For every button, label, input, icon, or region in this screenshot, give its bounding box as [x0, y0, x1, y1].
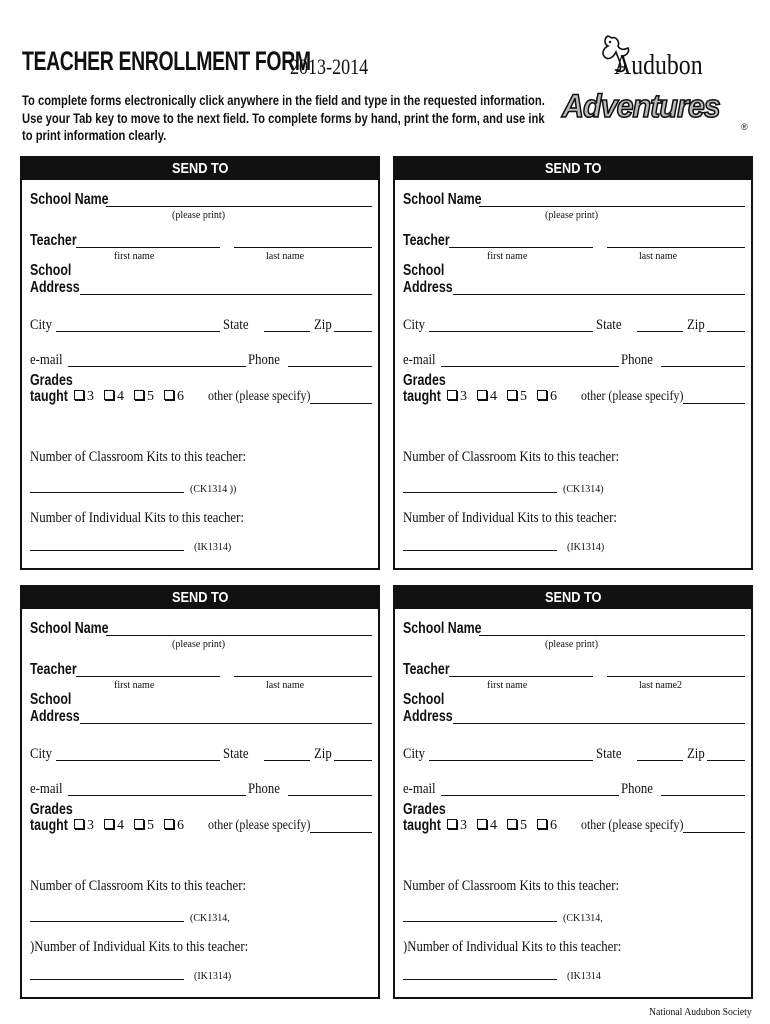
individual-kits-field[interactable]	[30, 979, 184, 980]
state-field[interactable]	[264, 331, 310, 332]
logo-subtitle: Adventures	[562, 88, 720, 124]
grade-3-checkbox[interactable]: 3	[447, 818, 467, 834]
city-field[interactable]	[429, 331, 593, 332]
last-name-hint: last name	[266, 251, 305, 262]
address-label: Address	[30, 708, 80, 725]
logo-name: Audubon	[614, 50, 703, 81]
individual-kit-code: (IK1314	[567, 971, 601, 982]
teacher-last-name-field[interactable]	[607, 676, 745, 677]
checkbox-icon	[104, 390, 114, 400]
enrollment-panel-3	[20, 585, 380, 999]
grades-label: Grades	[30, 801, 73, 818]
taught-label: taught	[30, 388, 68, 405]
individual-kits-field[interactable]	[30, 550, 184, 551]
individual-kit-code: (IK1314)	[194, 971, 232, 982]
classroom-kit-code: (CK1314,	[563, 913, 603, 924]
last-name-hint: last name	[639, 251, 678, 262]
footer-credit: National Audubon Society	[649, 1006, 752, 1018]
zip-label: Zip	[314, 317, 332, 333]
school-name-label: School Name	[30, 620, 109, 637]
first-name-hint: first name	[114, 251, 155, 262]
city-field[interactable]	[429, 760, 593, 761]
send-to-header: SEND TO	[395, 158, 751, 180]
teacher-last-name-field[interactable]	[607, 247, 745, 248]
zip-field[interactable]	[334, 760, 372, 761]
other-grade-field[interactable]	[683, 832, 745, 833]
first-name-hint: first name	[487, 680, 528, 691]
address-label: Address	[403, 708, 453, 725]
email-label: e-mail	[403, 352, 436, 368]
send-to-header: SEND TO	[22, 158, 378, 180]
other-grade-field[interactable]	[310, 403, 372, 404]
individual-kits-field[interactable]	[403, 979, 557, 980]
checkbox-icon	[164, 390, 174, 400]
grade-5-checkbox[interactable]: 5	[507, 818, 527, 834]
state-label: State	[596, 317, 622, 333]
checkbox-icon	[477, 819, 487, 829]
zip-label: Zip	[687, 746, 705, 762]
checkbox-icon	[164, 819, 174, 829]
grade-6-checkbox[interactable]: 6	[537, 818, 557, 834]
last-name-hint: last name2	[639, 680, 683, 691]
school-name-field[interactable]	[479, 206, 745, 207]
classroom-kits-label: Number of Classroom Kits to this teacher:	[403, 449, 620, 465]
email-label: e-mail	[403, 781, 436, 797]
state-label: State	[596, 746, 622, 762]
teacher-label: Teacher	[30, 232, 77, 249]
individual-kits-label: Number of Individual Kits to this teacher:	[403, 510, 617, 526]
email-label: e-mail	[30, 781, 63, 797]
checkbox-icon	[134, 819, 144, 829]
individual-kit-code: (IK1314)	[194, 542, 232, 553]
grade-4-checkbox[interactable]: 4	[104, 818, 124, 834]
phone-field[interactable]	[288, 795, 372, 796]
grade-3-checkbox[interactable]: 3	[447, 389, 467, 405]
city-label: City	[403, 317, 425, 333]
phone-field[interactable]	[661, 366, 745, 367]
grade-6-checkbox[interactable]: 6	[537, 389, 557, 405]
classroom-kits-field[interactable]	[30, 921, 184, 922]
other-grade-field[interactable]	[683, 403, 745, 404]
school-address-field[interactable]	[80, 723, 372, 724]
other-grade-label: other (please specify)	[208, 389, 311, 404]
please-print-hint: (please print)	[172, 639, 226, 650]
city-field[interactable]	[56, 331, 220, 332]
city-field[interactable]	[56, 760, 220, 761]
please-print-hint: (please print)	[172, 210, 226, 221]
teacher-label: Teacher	[403, 661, 450, 678]
grade-4-checkbox[interactable]: 4	[477, 818, 497, 834]
other-grade-label: other (please specify)	[581, 389, 684, 404]
last-name-hint: last name	[266, 680, 305, 691]
individual-kits-label: )Number of Individual Kits to this teacher:	[30, 939, 249, 955]
checkbox-icon	[507, 819, 517, 829]
enrollment-panel-2	[393, 156, 753, 570]
classroom-kit-code: (CK1314)	[563, 484, 604, 495]
state-field[interactable]	[264, 760, 310, 761]
grades-label: Grades	[403, 372, 446, 389]
individual-kits-label: Number of Individual Kits to this teacher:	[30, 510, 244, 526]
email-field[interactable]	[441, 795, 619, 796]
checkbox-icon	[477, 390, 487, 400]
school-label: School	[403, 262, 445, 279]
grade-4-checkbox[interactable]: 4	[104, 389, 124, 405]
state-label: State	[223, 317, 249, 333]
enrollment-panel-1	[20, 156, 380, 570]
teacher-label: Teacher	[403, 232, 450, 249]
zip-field[interactable]	[707, 760, 745, 761]
email-field[interactable]	[68, 795, 246, 796]
school-label: School	[30, 262, 72, 279]
form-title: TEACHER ENROLLMENT FORM	[22, 46, 311, 76]
checkbox-icon	[74, 819, 84, 829]
address-label: Address	[403, 279, 453, 296]
taught-label: taught	[30, 817, 68, 834]
checkbox-icon	[104, 819, 114, 829]
teacher-last-name-field[interactable]	[234, 247, 372, 248]
school-name-label: School Name	[30, 191, 109, 208]
grade-3-checkbox[interactable]: 3	[74, 389, 94, 405]
other-grade-label: other (please specify)	[208, 818, 311, 833]
classroom-kits-label: Number of Classroom Kits to this teacher:	[30, 449, 247, 465]
phone-label: Phone	[621, 352, 653, 368]
school-name-label: School Name	[403, 191, 482, 208]
send-to-header: SEND TO	[22, 587, 378, 609]
school-label: School	[30, 691, 72, 708]
school-address-field[interactable]	[80, 294, 372, 295]
teacher-label: Teacher	[30, 661, 77, 678]
city-label: City	[30, 746, 52, 762]
first-name-hint: first name	[487, 251, 528, 262]
individual-kits-label: )Number of Individual Kits to this teacher:	[403, 939, 622, 955]
zip-label: Zip	[314, 746, 332, 762]
please-print-hint: (please print)	[545, 210, 599, 221]
school-address-field[interactable]	[453, 294, 745, 295]
email-label: e-mail	[30, 352, 63, 368]
zip-field[interactable]	[707, 331, 745, 332]
classroom-kits-field[interactable]	[403, 921, 557, 922]
teacher-first-name-field[interactable]	[76, 676, 220, 677]
checkbox-icon	[447, 390, 457, 400]
enrollment-panel-4	[393, 585, 753, 999]
state-field[interactable]	[637, 760, 683, 761]
grades-label: Grades	[30, 372, 73, 389]
teacher-first-name-field[interactable]	[449, 676, 593, 677]
checkbox-icon	[537, 819, 547, 829]
zip-field[interactable]	[334, 331, 372, 332]
form-year: 2013-2014	[290, 54, 369, 79]
classroom-kit-code: (CK1314,	[190, 913, 230, 924]
checkbox-icon	[74, 390, 84, 400]
teacher-first-name-field[interactable]	[76, 247, 220, 248]
zip-label: Zip	[687, 317, 705, 333]
school-label: School	[403, 691, 445, 708]
instruction-line: Use your Tab key to move to the next field. To complete forms by hand, print the form, and use ink	[22, 110, 545, 126]
school-name-field[interactable]	[106, 635, 372, 636]
grade-5-checkbox[interactable]: 5	[134, 389, 154, 405]
instructions	[22, 92, 545, 145]
grade-3-checkbox[interactable]: 3	[74, 818, 94, 834]
teacher-first-name-field[interactable]	[449, 247, 593, 248]
instruction-line: To complete forms electronically click anywhere in the field and type in the requested information.	[22, 93, 545, 108]
checkbox-icon	[537, 390, 547, 400]
email-field[interactable]	[441, 366, 619, 367]
school-address-field[interactable]	[453, 723, 745, 724]
phone-field[interactable]	[661, 795, 745, 796]
state-field[interactable]	[637, 331, 683, 332]
classroom-kit-code: (CK1314 ))	[190, 484, 237, 495]
checkbox-icon	[134, 390, 144, 400]
city-label: City	[403, 746, 425, 762]
instruction-line: to print information clearly.	[22, 128, 167, 143]
classroom-kits-field[interactable]	[30, 492, 184, 493]
first-name-hint: first name	[114, 680, 155, 691]
taught-label: taught	[403, 388, 441, 405]
address-label: Address	[30, 279, 80, 296]
checkbox-icon	[507, 390, 517, 400]
taught-label: taught	[403, 817, 441, 834]
checkbox-icon	[447, 819, 457, 829]
grade-5-checkbox[interactable]: 5	[134, 818, 154, 834]
classroom-kits-field[interactable]	[403, 492, 557, 493]
teacher-last-name-field[interactable]	[234, 676, 372, 677]
grade-4-checkbox[interactable]: 4	[477, 389, 497, 405]
state-label: State	[223, 746, 249, 762]
other-grade-field[interactable]	[310, 832, 372, 833]
email-field[interactable]	[68, 366, 246, 367]
grades-label: Grades	[403, 801, 446, 818]
phone-label: Phone	[248, 781, 280, 797]
individual-kit-code: (IK1314)	[567, 542, 605, 553]
phone-label: Phone	[248, 352, 280, 368]
send-to-header: SEND TO	[395, 587, 751, 609]
classroom-kits-label: Number of Classroom Kits to this teacher:	[403, 878, 620, 894]
other-grade-label: other (please specify)	[581, 818, 684, 833]
school-name-label: School Name	[403, 620, 482, 637]
please-print-hint: (please print)	[545, 639, 599, 650]
phone-label: Phone	[621, 781, 653, 797]
grade-6-checkbox[interactable]: 6	[164, 818, 184, 834]
grade-5-checkbox[interactable]: 5	[507, 389, 527, 405]
school-name-field[interactable]	[479, 635, 745, 636]
classroom-kits-label: Number of Classroom Kits to this teacher:	[30, 878, 247, 894]
registered-mark: ®	[741, 122, 748, 132]
phone-field[interactable]	[288, 366, 372, 367]
school-name-field[interactable]	[106, 206, 372, 207]
grade-6-checkbox[interactable]: 6	[164, 389, 184, 405]
city-label: City	[30, 317, 52, 333]
individual-kits-field[interactable]	[403, 550, 557, 551]
